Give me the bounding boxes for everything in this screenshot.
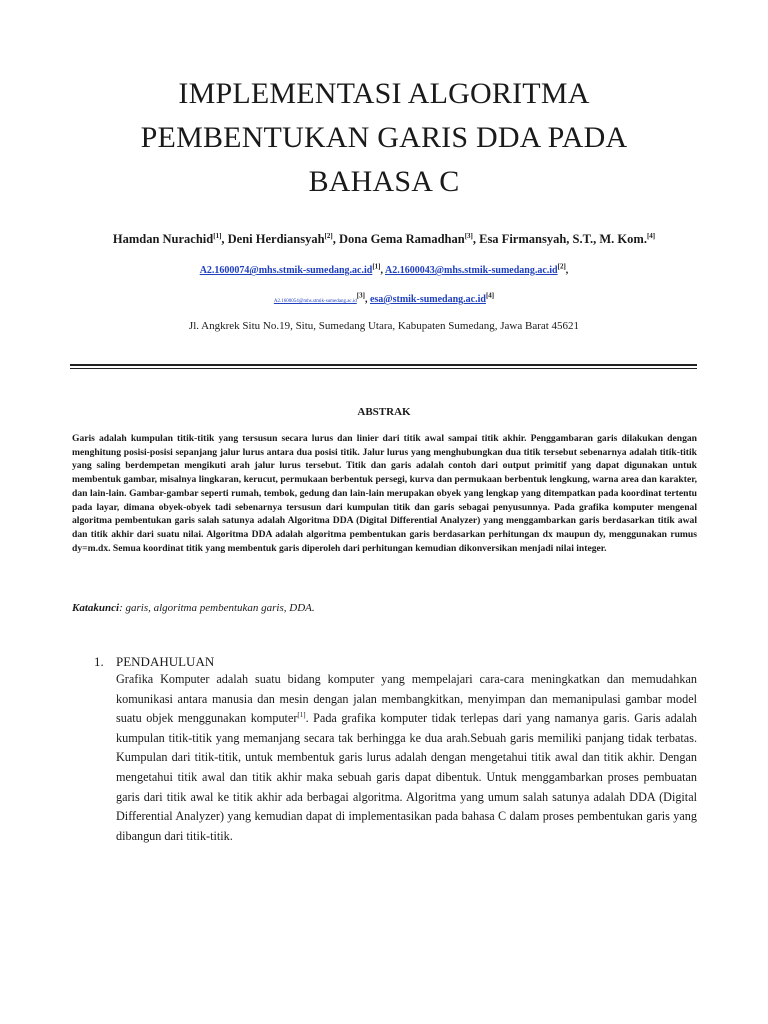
email-link[interactable]: A2.1600043@mhs.stmik-sumedang.ac.id [384, 265, 558, 276]
title-line: IMPLEMENTASI ALGORITMA [178, 77, 590, 110]
author-ref: [1] [213, 231, 222, 240]
section-body [116, 670, 697, 846]
email-ref: [1] [372, 262, 381, 271]
email-link[interactable]: A2.1600074@mhs.stmik-sumedang.ac.id [199, 265, 373, 276]
email-ref: [4] [485, 291, 495, 300]
author-ref: [2] [324, 231, 333, 240]
author-list: Hamdan Nurachid[1], Deni Herdiansyah[2], Dona Gema Ramadhan[3], Esa Firmansyah, S.T., M. Kom.[4] [112, 231, 656, 246]
abstract-body: Garis adalah kumpulan titik-titik yang tersusun secara lurus dan linier dari titik awal sampai titik akhir. Penggambaran garis dilakukan dengan menghitung posisi-posisi sepanjang jalur lurus antara dua posisi titik. Jalur lurus yang menghubungkan dua titik tersebut sebenarnya adalah titik-titik yang saling berdempetan mengikuti arah jalur lurus tersebut. Titik dan garis adalah contoh dari output primitif yang dapat digunakan untuk membentuk gambar, misalnya lingkaran, kerucut, permukaan berbentuk persegi, kurva dan permukaan berbentuk lengkung, warna area dan karakter, dan lain-lain. Gambar-gambar seperti rumah, tembok, gedung dan lain-lain merupakan obyek yang lengkap yang ditempatkan pada koordinat tertentu pada layar, dimana obyek-obyek tadi sebenarnya tersusun dari kumpulan titik dan garis sebagai penyusunnya. Pada grafika komputer mengenal algoritma pembentukan garis salah satunya adalah Algoritma DDA (Digital Differential Analyzer) yang menggambarkan garis berdasarkan titik awal dan titik akhir dari suatu nilai. Algoritma DDA adalah algoritma pembentukan garis berdasarkan perhitungan dx maupun dy, menggunakan rumus dy=m.dx. Semua koordinat titik yang membentuk garis diperoleh dari perhitungan kemudian dikonversikan menjadi nilai integer. [72, 433, 697, 554]
title-line: BAHASA C [308, 165, 460, 198]
email-link[interactable]: esa@stmik-sumedang.ac.id [369, 294, 486, 305]
section-text: . Pada grafika komputer tidak terlepas dari yang namanya garis. Garis adalah kumpulan titik-titik yang memanjang secara tak berhingga ke dua arah.Sebuah garis memiliki panjang tidak terbatas. Kumpulan dari titik-titik, untuk membentuk garis lurus adalah dengan mengetahui titik awal dan titik akhir. Dengan mengetahui titik awal dan titik akhir maka sebuah garis dapat dibentuk. Untuk menggambarkan proses pembuatan garis dari titik awal ke titik akhir ada berbagai algoritma. Algoritma yang umum salah satunya adalah DDA (Digital Differential Analyzer) yang kemudian dapat di implementasikan pada bahasa C dalam proses pembentukan garis yang dibangun dari titik-titik. [116, 711, 697, 843]
affiliation-address: Jl. Angkrek Situ No.19, Situ, Sumedang Utara, Kabupaten Sumedang, Jawa Barat 45621 [188, 320, 580, 332]
author-ref: [4] [646, 231, 656, 240]
section-title: PENDAHULUAN [116, 654, 215, 669]
section-number: 1. [94, 654, 104, 669]
paper-title [0, 72, 768, 204]
email-list-line-2: A2.1600054@mhs.stmik-sumedang.ac.id[3], esa@stmik-sumedang.ac.id[4] [273, 291, 495, 305]
email-ref: [3] [356, 291, 365, 300]
section-text: Grafika Komputer adalah suatu bidang komputer yang mempelajari cara-cara meningkatkan dan memudahkan komunikasi antara manusia dan mesin dengan jalan membangkitkan, menyimpan dan memanipulasi gambar model suatu objek menggunakan komputer [116, 672, 697, 726]
header-divider [70, 368, 697, 369]
keywords [72, 602, 697, 614]
title-line: PEMBENTUKAN GARIS DDA PADA [140, 121, 628, 154]
email-link[interactable]: A2.1600054@mhs.stmik-sumedang.ac.id [273, 299, 357, 304]
keywords-label: Katakunci [72, 602, 120, 614]
author-ref: [3] [464, 231, 473, 240]
email-ref: [2] [557, 262, 566, 271]
section-heading [94, 654, 214, 670]
citation-ref: [1] [297, 711, 306, 720]
author-name: Hamdan Nurachid [112, 232, 214, 246]
author-name: Esa Firmansyah, S.T., M. Kom. [479, 232, 647, 246]
author-name: Dona Gema Ramadhan [338, 232, 465, 246]
email-list-line-1: A2.1600074@mhs.stmik-sumedang.ac.id[1], A2.1600043@mhs.stmik-sumedang.ac.id[2], [199, 262, 569, 276]
author-name: Deni Herdiansyah [227, 232, 325, 246]
abstract-heading: ABSTRAK [357, 406, 411, 418]
keywords-text: : garis, algoritma pembentukan garis, DDA. [119, 602, 315, 614]
header-divider [70, 364, 697, 366]
